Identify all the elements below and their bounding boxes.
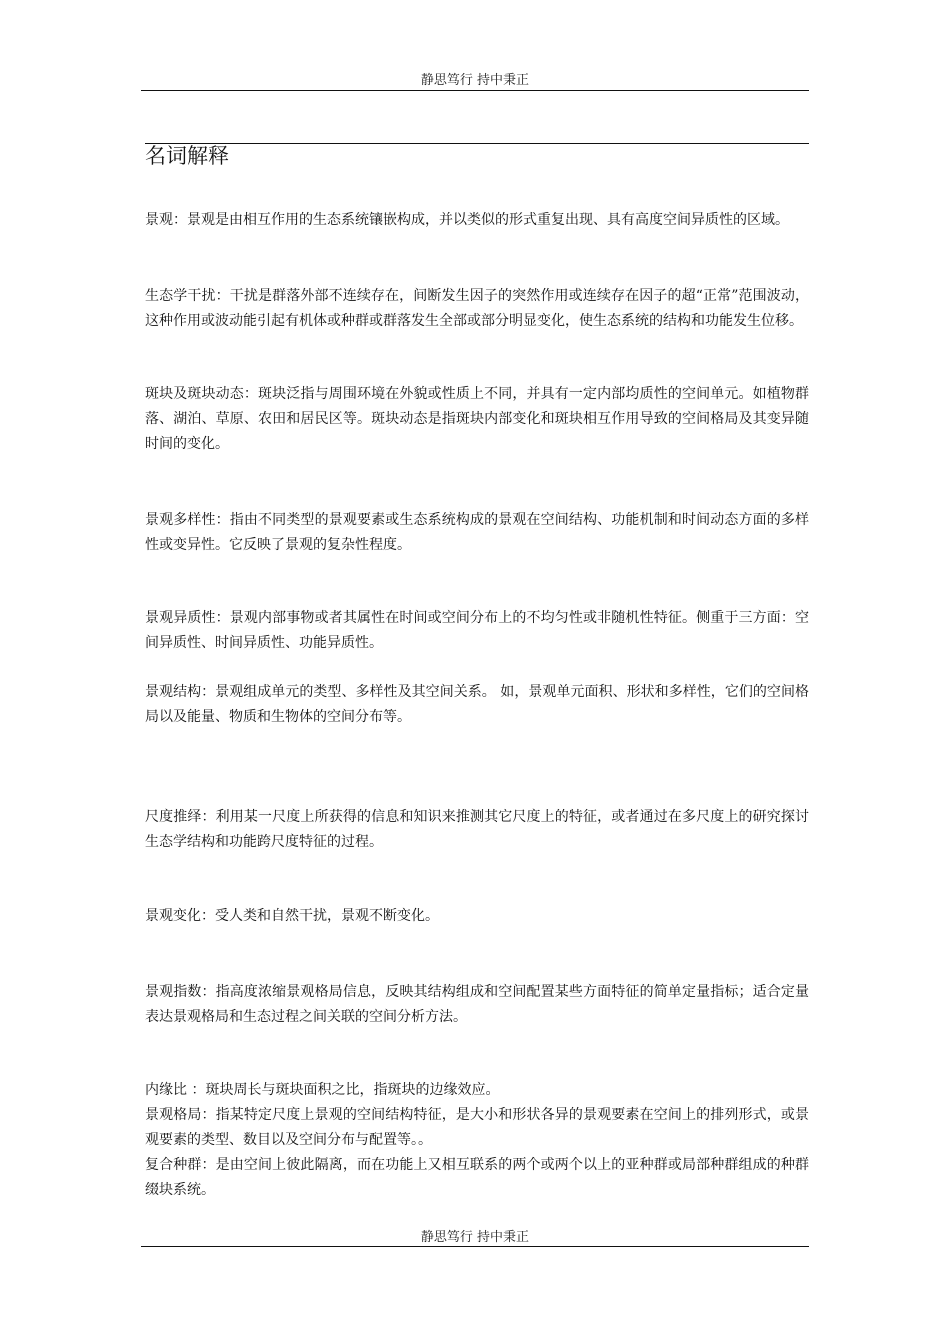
definition-scaling: 尺度推绎：利用某一尺度上所获得的信息和知识来推测其它尺度上的特征，或者通过在多尺度上的研究探讨生态学结构和功能跨尺度特征的过程。 <box>145 809 809 850</box>
page-footer: 静思笃行 持中秉正 <box>141 1229 809 1247</box>
definition-landscape-change: 景观变化：受人类和自然干扰，景观不断变化。 <box>145 908 439 924</box>
definition-patch-dynamics: 斑块及斑块动态：斑块泛指与周围环境在外貌或性质上不同，并具有一定内部均质性的空间单元。如植物群落、湖泊、草原、农田和居民区等。斑块动态是指斑块内部变化和斑块相互作用导致的空间格局及其变异随时间的变化。 <box>145 386 809 452</box>
definition-edge-ratio: 内缘比 ：斑块周长与斑块面积之比，指斑块的边缘效应。 <box>145 1082 500 1098</box>
definition-metapopulation: 复合种群：是由空间上彼此隔离，而在功能上又相互联系的两个或两个以上的亚种群或局部种群组成的种群缀块系统。 <box>145 1157 809 1198</box>
definition-landscape-heterogeneity: 景观异质性：景观内部事物或者其属性在时间或空间分布上的不均匀性或非随机性特征。侧重于三方面：空间异质性、时间异质性、功能异质性。 <box>145 610 809 651</box>
page-title: 名词解释 <box>145 144 229 168</box>
definition-landscape-structure: 景观结构：景观组成单元的类型、多样性及其空间关系。 如，景观单元面积、形状和多样性，它们的空间格局以及能量、物质和生物体的空间分布等。 <box>145 684 809 725</box>
page-header: 静思笃行 持中秉正 <box>141 72 809 91</box>
definition-landscape-index: 景观指数：指高度浓缩景观格局信息，反映其结构组成和空间配置某些方面特征的简单定量指标；适合定量表达景观格局和生态过程之间关联的空间分析方法。 <box>145 984 809 1025</box>
definition-landscape: 景观：景观是由相互作用的生态系统镶嵌构成，并以类似的形式重复出现、具有高度空间异质性的区域。 <box>145 212 789 228</box>
definition-ecological-disturbance: 生态学干扰：干扰是群落外部不连续存在，间断发生因子的突然作用或连续存在因子的超“正常”范围波动，这种作用或波动能引起有机体或种群或群落发生全部或部分明显变化，使生态系统的结构和功能发生位移。 <box>145 288 809 329</box>
definition-landscape-diversity: 景观多样性：指由不同类型的景观要素或生态系统构成的景观在空间结构、功能机制和时间动态方面的多样性或变异性。它反映了景观的复杂性程度。 <box>145 512 809 553</box>
title-rule <box>145 143 809 144</box>
definition-landscape-pattern: 景观格局：指某特定尺度上景观的空间结构特征，是大小和形状各异的景观要素在空间上的排列形式，或景观要素的类型、数目以及空间分布与配置等。。 <box>145 1107 809 1148</box>
